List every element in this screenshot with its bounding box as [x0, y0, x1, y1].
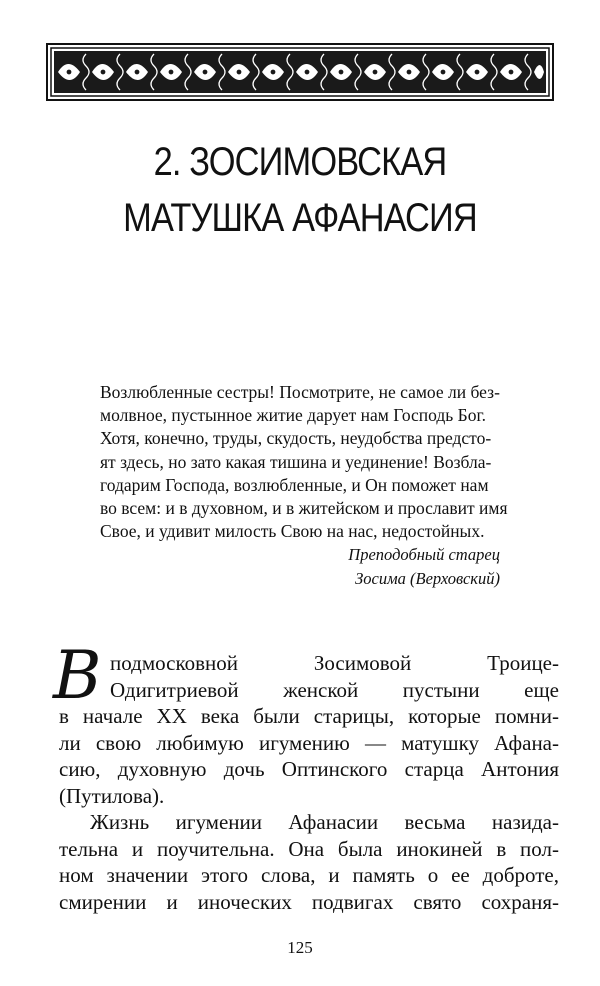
decorative-ornament-border	[46, 43, 554, 101]
body-text	[53, 637, 559, 915]
epigraph-author-name: Зосима (Верховский)	[355, 568, 500, 588]
page-number: 125	[287, 938, 313, 957]
body-line: подмосковной Зосимовой Троице-	[110, 651, 559, 675]
body-line: (Путилова).	[59, 783, 165, 808]
body-line: тельна и поучительна. Она была инокиней в пол-	[59, 836, 559, 861]
epigraph-line: во всем: и в духовном, и в житейском и прославит имя	[100, 498, 508, 519]
body-line: смирении и иноческих подвигах свято сохраня-	[59, 889, 559, 914]
drop-cap: В	[53, 637, 102, 714]
epigraph-line: Свое, и удивит милость Свою на нас, недостойных.	[100, 521, 485, 542]
epigraph	[100, 381, 520, 590]
body-line: сию, духовную дочь Оптинского старца Антония	[59, 757, 559, 781]
body-line: ли свою любимую игумению — матушку Афана-	[59, 730, 559, 755]
epigraph-line: Возлюбленные сестры! Посмотрите, не самое ли без-	[100, 382, 500, 402]
epigraph-author-title: Преподобный старец	[348, 545, 500, 565]
body-line: Одигитриевой женской пустыни еще	[110, 677, 559, 702]
chapter-title-line-2: МАТУШКА АФАНАСИЯ	[123, 196, 477, 240]
epigraph-line: годарим Господа, возлюбленные, и Он поможет нам	[100, 474, 489, 495]
epigraph-line: Хотя, конечно, труды, скудость, неудобства предсто-	[100, 428, 492, 449]
chapter-title	[42, 134, 558, 246]
body-line: ном значении этого слова, и память о ее доброте,	[59, 863, 559, 887]
epigraph-line: ят здесь, но зато какая тишина и уединение! Возбла-	[100, 451, 492, 472]
body-line: в начале XX века были старицы, которые помни-	[59, 704, 559, 728]
body-line: Жизнь игумении Афанасии весьма назида-	[90, 810, 559, 834]
epigraph-line: молвное, пустынное житие дарует нам Господь Бог.	[100, 405, 487, 426]
chapter-title-line-1: 2. ЗОСИМОВСКАЯ	[153, 140, 447, 184]
